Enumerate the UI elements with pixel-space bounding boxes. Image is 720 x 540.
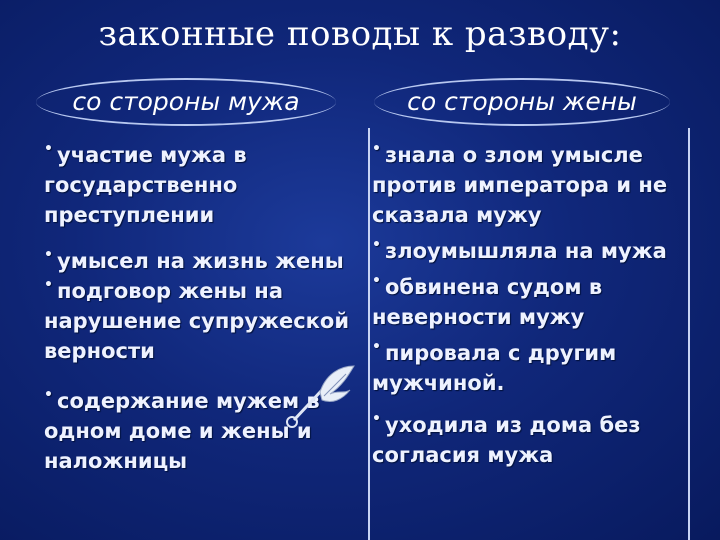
header-husband-side: со стороны мужа: [36, 78, 336, 126]
list-item: • пировала с другим мужчиной.: [372, 339, 617, 395]
list-item: • участие мужа в государственно преступлении: [44, 141, 247, 227]
husband-reasons-list: [44, 140, 354, 488]
bullet-icon: •: [372, 339, 381, 355]
bullet-icon: •: [372, 273, 381, 289]
list-item: • уходила из дома без согласия мужа: [372, 411, 641, 467]
list-item: • умысел на жизнь жены: [44, 247, 344, 273]
bullet-icon: •: [372, 141, 381, 157]
bullet-icon: •: [44, 247, 53, 263]
bullet-icon: •: [372, 237, 381, 253]
list-item: • знала о злом умысле против императора и не сказала мужу: [372, 141, 668, 227]
list-item: • злоумышляла на мужа: [372, 237, 667, 263]
wife-reasons-list: [372, 140, 690, 482]
header-wife-side: со стороны жены: [374, 78, 670, 126]
bullet-icon: •: [44, 141, 53, 157]
slide-title: законные поводы к разводу:: [98, 14, 622, 54]
bullet-icon: •: [372, 411, 381, 427]
list-item: • содержание мужем в одном доме и жены и наложницы: [44, 387, 320, 473]
bullet-icon: •: [44, 387, 53, 403]
feather-pen-icon: [282, 360, 360, 430]
list-item: • обвинена судом в неверности мужу: [372, 273, 603, 329]
bullet-icon: •: [44, 277, 53, 293]
list-item: • подговор жены на нарушение супружеской верности: [44, 277, 350, 363]
